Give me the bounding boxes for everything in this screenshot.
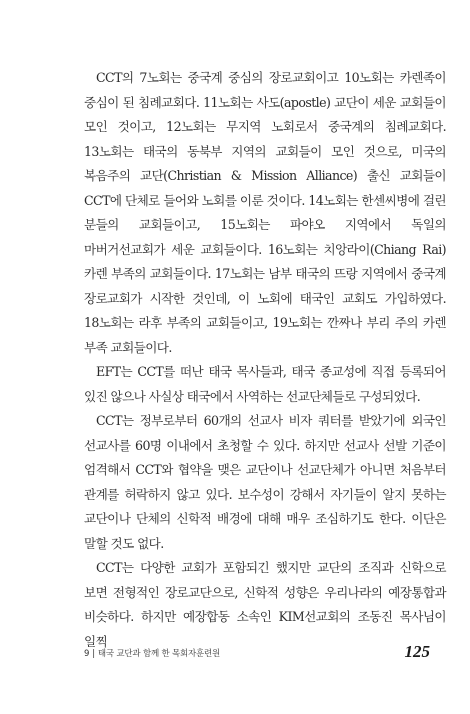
page-number: 125 bbox=[404, 642, 430, 661]
paragraph: CCT는 다양한 교회가 포함되긴 했지만 교단의 조직과 신학으로 보면 전형적인 장로교단으로, 신학적 성향은 우리나라의 예장통합과 비슷하다. 하지만 예장합동 소속인 KIM선교회의 조동진 목사님이 일찍 bbox=[84, 560, 446, 649]
body-text bbox=[84, 66, 446, 654]
paragraph: CCT의 7노회는 중국계 중심의 장로교회이고 10노회는 카렌족이 중심이 된 침례교회다. 11노회는 사도(apostle) 교단이 세운 교회들이 모인 것이고, 12노회는 무지역 노회로서 중국계의 침례교회다. 13노회는 태국의 동북부 지역의 교회들이 모인 것으로, 미국의 복음주의 교단(Christian & Mission Alliance) 출신 교회들이 CCT에 단체로 들어와 노회를 이룬 것이다. 14노회는 한센씨병에 걸린 분들의 교회들이고, 15노회는 파야오 지역에서 독일의 마버거선교회가 세운 교회들이다. 16노회는 치앙라이(Chiang Rai) 카렌 부족의 교회들이다. 17노회는 남부 태국의 뜨랑 지역에서 중국계 장로교회가 시작한 것인데, 이 노회에 태국인 교회도 가입하였다. 18노회는 라후 부족의 교회들이고, 19노회는 깐짜나 부리 주의 카렌 부족 교회들이다. bbox=[84, 70, 446, 355]
chapter-number: 9 bbox=[84, 649, 90, 659]
chapter-title: 태국 교단과 함께 한 목회자훈련원 bbox=[97, 649, 221, 659]
paragraph: EFT는 CCT를 떠난 태국 목사들과, 태국 종교성에 직접 등록되어 있진 않으나 사실상 태국에서 사역하는 선교단체들로 구성되었다. bbox=[84, 364, 446, 404]
footer-separator: | bbox=[92, 649, 95, 659]
running-footer bbox=[84, 648, 220, 660]
paragraph: CCT는 정부로부터 60개의 선교사 비자 쿼터를 받았기에 외국인 선교사를 60명 이내에서 초청할 수 있다. 하지만 선교사 선발 기준이 엄격해서 CCT와 협약을 맺은 교단이나 선교단체가 아니면 처음부터 관계를 허락하지 않고 있다. 보수성이 강해서 자기들이 알지 못하는 교단이나 단체의 신학적 배경에 대해 매우 조심하기도 한다. 이단은 말할 것도 없다. bbox=[84, 413, 446, 551]
